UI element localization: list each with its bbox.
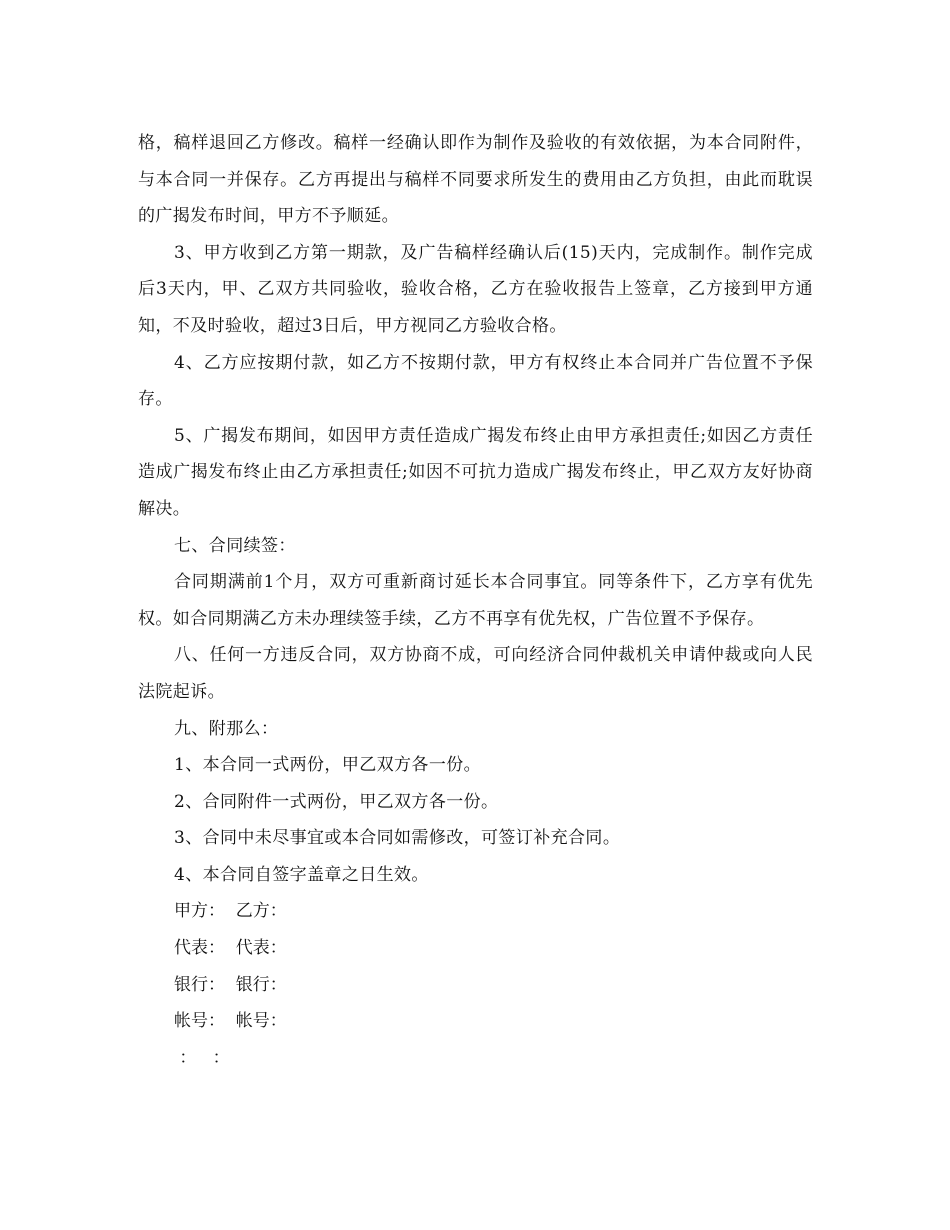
appendix-item-2: 2、合同附件一式两份，甲乙双方各一份。 <box>174 791 499 812</box>
signature-line-blank: ： ： <box>174 1047 230 1068</box>
signature-line-party: 甲方： 乙方： <box>174 901 287 922</box>
section-heading-appendix: 九、附那么： <box>174 718 279 739</box>
signature-line-bank: 银行： 银行： <box>174 974 287 995</box>
paragraph-clause-5-liability: 5、广揭发布期间，如因甲方责任造成广揭发布终止由甲方承担责任;如因乙方责任造成广揭发布终止由乙方承担责任;如因不可抗力造成广揭发布终止，甲乙双方友好协商解决。 <box>138 425 813 519</box>
section-heading-renewal: 七、合同续签： <box>174 535 296 556</box>
appendix-item-1: 1、本合同一式两份，甲乙双方各一份。 <box>174 755 482 776</box>
signature-line-account: 帐号： 帐号： <box>174 1011 287 1032</box>
signature-block <box>138 893 813 1076</box>
paragraph-clause-4-payment: 4、乙方应按期付款，如乙方不按期付款，甲方有权终止本合同并广告位置不予保存。 <box>138 352 813 410</box>
paragraph-sample-revision: 格，稿样退回乙方修改。稿样一经确认即作为制作及验收的有效依据，为本合同附件，与本合同一并保存。乙方再提出与稿样不同要求所发生的费用由乙方负担，由此而耽误的广揭发布时间，甲方不予顺延。 <box>138 133 813 227</box>
signature-line-representative: 代表： 代表： <box>174 938 287 959</box>
appendix-item-4: 4、本合同自签字盖章之日生效。 <box>174 864 429 885</box>
section-heading-dispute: 八、任何一方违反合同，双方协商不成，可向经济合同仲裁机关申请仲裁或向人民法院起诉。 <box>138 645 813 702</box>
paragraph-renewal-terms: 合同期满前1个月，双方可重新商讨延长本合同事宜。同等条件下，乙方享有优先权。如合同期满乙方未办理续签手续，乙方不再享有优先权，广告位置不予保存。 <box>138 572 813 629</box>
contract-body <box>138 125 813 1076</box>
appendix-item-3: 3、合同中未尽事宜或本合同如需修改，可签订补充合同。 <box>174 828 621 849</box>
paragraph-clause-3-production: 3、甲方收到乙方第一期款，及广告稿样经确认后(15)天内，完成制作。制作完成后3天内，甲、乙双方共同验收，验收合格，乙方在验收报告上签章，乙方接到甲方通知，不及时验收，超过3日后，甲方视同乙方验收合格。 <box>138 242 813 336</box>
